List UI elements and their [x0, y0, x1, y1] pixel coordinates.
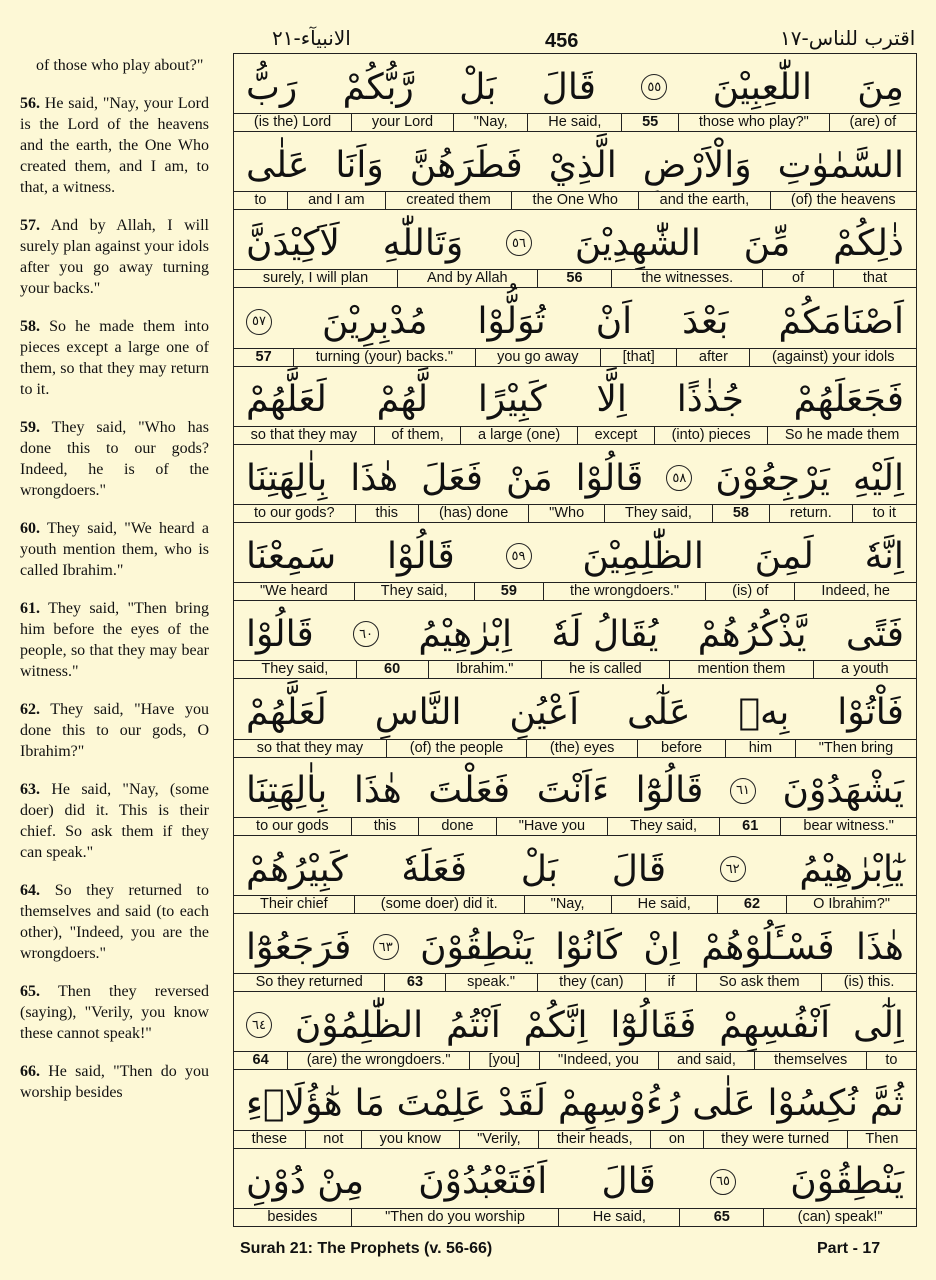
- arabic-word: عَلٰى: [692, 1083, 756, 1125]
- page-number: 456: [545, 30, 579, 52]
- arabic-word: لَقَدْ: [498, 1083, 547, 1125]
- arabic-word: نُكِسُوْا: [767, 1083, 859, 1125]
- verse-row: [234, 1071, 916, 1149]
- arabic-word: فَاْتُوْا: [837, 692, 904, 734]
- arabic-word: بِاٰلِهَتِنَا: [246, 457, 328, 499]
- arabic-word: قَالُوْٓا: [635, 770, 704, 812]
- gloss-cell: to our gods: [256, 817, 329, 834]
- verse-row: [234, 1149, 916, 1227]
- ayah-end-marker: ٦٢: [720, 856, 746, 882]
- gloss-cell: bear witness.": [780, 818, 916, 835]
- header-surah-label: الانبیآء-۲۱: [272, 26, 351, 50]
- arabic-word: لَّهُمْ: [376, 379, 429, 421]
- gloss-line: [234, 739, 916, 758]
- verse-row: [234, 601, 916, 679]
- gloss-cell: and I am: [287, 192, 385, 209]
- gloss-cell: "We heard: [260, 583, 328, 600]
- footer-part-label: Part - 17: [817, 1240, 881, 1257]
- gloss-cell: so that they may: [250, 426, 358, 443]
- gloss-cell: to: [866, 1052, 916, 1069]
- arabic-word: قَالَ: [541, 66, 597, 108]
- translation-paragraph: [20, 93, 209, 198]
- gloss-cell: a youth: [813, 661, 916, 678]
- gloss-verse-number: 59: [474, 583, 543, 600]
- arabic-word: لَاَكِيْدَنَّ: [246, 222, 340, 264]
- verse-row: [234, 132, 916, 210]
- gloss-cell: They said,: [607, 818, 719, 835]
- verse-row: [234, 210, 916, 288]
- verse-number: 58.: [20, 318, 40, 335]
- gloss-line: [234, 191, 916, 210]
- gloss-verse-number: 62: [717, 896, 786, 913]
- gloss-cell: (of) the heavens: [770, 192, 916, 209]
- gloss-cell: if: [645, 974, 696, 991]
- verse-number: 57.: [20, 217, 40, 234]
- arabic-word: فَطَرَهُنَّ: [409, 144, 523, 186]
- ayah-end-marker: ٦٠: [353, 621, 379, 647]
- arabic-word: هٰذَا: [350, 457, 399, 499]
- arabic-line: [234, 214, 916, 272]
- gloss-cell: (can) speak!": [763, 1209, 916, 1226]
- ayah-end-marker: ٥٦: [506, 230, 532, 256]
- arabic-word: مِنَ: [857, 66, 904, 108]
- arabic-line: [234, 918, 916, 976]
- gloss-cell: to our gods?: [253, 505, 335, 521]
- translation-paragraph: [20, 1061, 209, 1103]
- verse-row: [234, 289, 916, 367]
- gloss-cell: (has) done: [418, 505, 528, 522]
- gloss-cell: So ask them: [696, 974, 821, 991]
- translation-text: So he made them into pieces except a large one of them, so that they may return to it.: [20, 318, 209, 398]
- arabic-word: فَعَلْتَ: [428, 770, 511, 812]
- arabic-word: عَلِمْتَ: [396, 1083, 487, 1125]
- gloss-cell: that: [833, 270, 916, 287]
- gloss-verse-number: 58: [712, 505, 769, 522]
- gloss-cell: "Indeed, you: [539, 1052, 658, 1069]
- arabic-word: يَرْجِعُوْنَ: [715, 457, 830, 499]
- ayah-end-marker: ٥٨: [666, 465, 692, 491]
- arabic-word: هٰذَا: [856, 926, 904, 968]
- arabic-word: اِلٰٓى: [852, 1004, 904, 1046]
- arabic-word: جُذٰذًا: [676, 379, 744, 421]
- arabic-word: الظّٰلِمِيْنَ: [582, 535, 704, 577]
- arabic-word: اَنْتُمُ: [445, 1004, 501, 1046]
- gloss-line: [234, 269, 916, 288]
- arabic-word: قَالَ: [601, 1161, 656, 1203]
- arabic-word: السَّمٰوٰتِ: [777, 144, 904, 186]
- gloss-line: [234, 426, 916, 445]
- gloss-verse-number: 60: [356, 661, 428, 678]
- arabic-word: وَتَاللّٰهِ: [382, 222, 464, 264]
- gloss-verse-number: 61: [719, 818, 780, 835]
- gloss-cell: they (can): [537, 974, 646, 991]
- ayah-end-marker: ٦١: [730, 778, 756, 804]
- gloss-cell: you know: [361, 1131, 458, 1148]
- translation-text: He said, "Then do you worship besides: [20, 1063, 209, 1101]
- arabic-word: الظّٰلِمُوْنَ: [294, 1004, 424, 1046]
- gloss-verse-number: 55: [621, 114, 678, 131]
- gloss-cell: their heads,: [538, 1131, 650, 1148]
- arabic-line: [234, 527, 916, 585]
- gloss-cell: the witnesses.: [611, 270, 762, 287]
- translation-text: Then they reversed (saying), "Verily, you know these cannot speak!": [20, 983, 209, 1042]
- translation-paragraph: [20, 215, 209, 299]
- translation-text: They said, "Then bring him before the eyes of the people, so that they may bear witness.": [20, 600, 209, 680]
- verse-row: [234, 992, 916, 1070]
- gloss-cell: he is called: [541, 661, 669, 678]
- translation-text: They said, "Have you done this to our gods, O Ibrahim?": [20, 701, 209, 760]
- gloss-line: [234, 1208, 916, 1227]
- gloss-cell: and the earth,: [638, 192, 769, 209]
- gloss-cell: mention them: [669, 661, 813, 678]
- arabic-word: بَلْ: [459, 66, 497, 108]
- ayah-end-marker: ٥٧: [246, 309, 272, 335]
- gloss-line: [234, 660, 916, 679]
- arabic-word: قَالُوْا: [386, 535, 455, 577]
- gloss-cell: (are) of: [829, 114, 916, 131]
- verse-row: [234, 523, 916, 601]
- gloss-cell: (of) the people: [386, 740, 526, 757]
- gloss-line: [234, 1130, 916, 1149]
- gloss-line: [234, 113, 916, 132]
- arabic-word: هٰذَا: [353, 770, 402, 812]
- arabic-word: اَنْفُسِهِمْ: [719, 1004, 831, 1046]
- gloss-line: [234, 582, 916, 601]
- arabic-word: كَانُوْا: [555, 926, 622, 968]
- gloss-cell: [that]: [600, 349, 676, 366]
- verse-row: [234, 914, 916, 992]
- arabic-word: اَعْيُنِ: [509, 692, 580, 734]
- arabic-line: [234, 605, 916, 663]
- gloss-cell: to it: [852, 505, 916, 522]
- gloss-cell: of: [762, 270, 833, 287]
- gloss-cell: (is) of: [705, 583, 794, 600]
- arabic-word: يَنْطِقُوْنَ: [790, 1161, 904, 1203]
- arabic-line: [234, 762, 916, 820]
- gloss-line: [234, 348, 916, 367]
- gloss-cell: [you]: [469, 1052, 539, 1069]
- gloss-cell: They said,: [604, 505, 712, 522]
- gloss-cell: turning (your) backs.": [293, 349, 474, 366]
- gloss-cell: (against) your idols: [749, 349, 916, 366]
- verse-row: [234, 54, 916, 132]
- ayah-end-marker: ٦٤: [246, 1012, 272, 1038]
- arabic-word: يَّذْكُرُهُمْ: [697, 613, 807, 655]
- gloss-verse-number: 64: [252, 1052, 269, 1069]
- gloss-cell: the wrongdoers.": [543, 583, 705, 600]
- arabic-word: رُءُوْسِهِمْ: [557, 1083, 681, 1125]
- arabic-word: فَجَعَلَهُمْ: [793, 379, 904, 421]
- translation-paragraph: [20, 699, 209, 762]
- arabic-word: اِلَيْهِ: [852, 457, 904, 499]
- arabic-word: يُقَالُ لَهٗ: [551, 613, 659, 655]
- arabic-word: هٰٓؤُلَاۤءِ: [246, 1083, 343, 1125]
- gloss-cell: "Then do you worship: [351, 1209, 559, 1226]
- arabic-word: لَمِنَ: [754, 535, 814, 577]
- gloss-cell: a large (one): [460, 427, 577, 444]
- verse-number: 65.: [20, 983, 40, 1000]
- gloss-cell: They said,: [354, 583, 474, 600]
- verse-number: 64.: [20, 882, 40, 899]
- arabic-word: بِاٰلِهَتِنَا: [246, 770, 328, 812]
- gloss-cell: "Have you: [496, 818, 607, 835]
- gloss-cell: so that they may: [256, 739, 364, 756]
- arabic-word: مِنْ دُوْنِ: [246, 1161, 364, 1203]
- arabic-word: يٰٓاِبْرٰهِيْمُ: [799, 848, 904, 890]
- verse-number: 59.: [20, 419, 40, 436]
- gloss-cell: (into) pieces: [654, 427, 767, 444]
- gloss-cell: (is the) Lord: [253, 114, 332, 130]
- gloss-cell: of them,: [374, 427, 461, 444]
- arabic-word: اِنْ: [643, 926, 680, 968]
- arabic-word: يَشْهَدُوْنَ: [782, 770, 904, 812]
- translation-paragraph: [20, 981, 209, 1044]
- gloss-cell: Then: [847, 1131, 916, 1148]
- gloss-cell: done: [418, 818, 495, 835]
- header-juz-label: اقترب للناس-۱۷: [780, 26, 916, 50]
- arabic-word: تُوَلُّوْا: [477, 301, 546, 343]
- arabic-line: [234, 1075, 916, 1133]
- translation-column: [20, 55, 210, 1120]
- gloss-cell: and said,: [658, 1052, 755, 1069]
- gloss-cell: "Who: [528, 505, 604, 522]
- gloss-cell: those who play?": [678, 114, 829, 131]
- arabic-line: [234, 449, 916, 507]
- gloss-cell: (are) the wrongdoers.": [287, 1052, 469, 1069]
- arabic-word: اِنَّهٗ: [864, 535, 904, 577]
- gloss-cell: this: [355, 505, 418, 522]
- arabic-word: اللّٰعِبِيْنَ: [712, 66, 812, 108]
- arabic-word: قَالَ: [611, 848, 667, 890]
- gloss-cell: They said,: [261, 661, 329, 678]
- translation-paragraph: [20, 316, 209, 400]
- arabic-line: [234, 996, 916, 1054]
- arabic-word: فَقَالُوْٓا: [610, 1004, 697, 1046]
- gloss-line: [234, 817, 916, 836]
- arabic-word: رَبُّ: [246, 66, 298, 108]
- arabic-line: [234, 293, 916, 351]
- gloss-cell: return.: [769, 505, 852, 522]
- gloss-line: [234, 1051, 916, 1070]
- verse-row: [234, 445, 916, 523]
- gloss-cell: He said,: [527, 114, 621, 131]
- gloss-cell: not: [305, 1131, 361, 1148]
- gloss-verse-number: 56: [537, 270, 612, 287]
- arabic-word: مَنْ: [505, 457, 553, 499]
- arabic-word: مَا: [354, 1083, 385, 1125]
- ayah-end-marker: ٥٩: [506, 543, 532, 569]
- gloss-cell: they were turned: [703, 1131, 847, 1148]
- gloss-line: [234, 973, 916, 992]
- arabic-word: سَمِعْنَا: [246, 535, 337, 577]
- translation-paragraph: [20, 518, 209, 581]
- arabic-word: كَبِيْرًا: [477, 379, 547, 421]
- translation-paragraph: [20, 880, 209, 964]
- arabic-word: قَالُوْا: [575, 457, 644, 499]
- gloss-cell: to: [254, 192, 267, 209]
- gloss-cell: these: [251, 1130, 288, 1147]
- arabic-word: كَبِيْرُهُمْ: [246, 848, 348, 890]
- verse-number: 62.: [20, 701, 40, 718]
- verse-number: 63.: [20, 781, 40, 798]
- gloss-cell: (the) eyes: [526, 740, 637, 757]
- ayah-end-marker: ٦٥: [710, 1169, 736, 1195]
- arabic-line: [234, 371, 916, 429]
- gloss-verse-number: 65: [679, 1209, 763, 1226]
- arabic-word: فَرَجَعُوْٓا: [246, 926, 352, 968]
- gloss-cell: created them: [385, 192, 511, 209]
- arabic-word: وَالْاَرْضِ: [642, 144, 752, 186]
- gloss-cell: Ibrahim.": [428, 661, 541, 678]
- gloss-cell: "Nay,: [453, 114, 528, 131]
- arabic-word: اِلَّا: [596, 379, 627, 421]
- gloss-cell: (some doer) did it.: [354, 896, 524, 913]
- verse-row: [234, 758, 916, 836]
- gloss-cell: except: [577, 427, 654, 444]
- arabic-word: مُدْبِرِيْنَ: [322, 301, 428, 343]
- gloss-cell: "Nay,: [524, 896, 611, 913]
- gloss-verse-number: 63: [384, 974, 444, 991]
- arabic-line: [234, 684, 916, 742]
- arabic-word: فَسْـَٔلُوْهُمْ: [701, 926, 835, 968]
- translation-paragraph: [36, 55, 209, 76]
- verse-number: 60.: [20, 520, 40, 537]
- gloss-cell: you go away: [475, 349, 600, 366]
- gloss-cell: him: [725, 740, 795, 757]
- arabic-word: مِّنَ: [743, 222, 791, 264]
- gloss-cell: He said,: [611, 896, 717, 913]
- arabic-word: قَالُوْا: [246, 613, 314, 655]
- arabic-word: فَعَلَ: [421, 457, 483, 499]
- gloss-cell: surely, I will plan: [262, 270, 369, 287]
- gloss-verse-number: 57: [255, 348, 272, 365]
- footer-surah-title: Surah 21: The Prophets (v. 56-66): [240, 1240, 493, 1257]
- gloss-cell: So they returned: [255, 974, 363, 991]
- translation-text: And by Allah, I will surely plan against your idols after you go away turning your backs.": [20, 217, 209, 297]
- ayah-end-marker: ٥٥: [641, 74, 667, 100]
- arabic-word: فَتًى: [845, 613, 904, 655]
- arabic-word: الشّٰهِدِيْنَ: [574, 222, 701, 264]
- verse-number: 56.: [20, 95, 40, 112]
- translation-paragraph: [20, 779, 209, 863]
- gloss-cell: He said,: [558, 1209, 679, 1226]
- arabic-word: اَنْ: [595, 301, 633, 343]
- arabic-word: رَّبُّكُمْ: [342, 66, 414, 108]
- gloss-cell: "Then bring: [795, 740, 916, 757]
- arabic-word: لَعَلَّهُمْ: [246, 379, 327, 421]
- gloss-line: [234, 895, 916, 914]
- arabic-word: ءَاَنْتَ: [536, 770, 610, 812]
- gloss-cell: And by Allah: [397, 270, 536, 287]
- gloss-cell: "Verily,: [459, 1131, 539, 1148]
- arabic-word: بَعْدَ: [682, 301, 729, 343]
- gloss-cell: O Ibrahim?": [786, 896, 916, 913]
- arabic-word: بِهٖ: [738, 692, 790, 734]
- translation-text: So they returned to themselves and said (to each other), "Indeed, you are the wrongdoers.": [20, 882, 209, 962]
- gloss-cell: Their chief: [259, 896, 328, 912]
- gloss-line: [234, 504, 916, 523]
- arabic-word: اِنَّكُمْ: [523, 1004, 588, 1046]
- gloss-cell: speak.": [445, 974, 537, 991]
- gloss-cell: themselves: [754, 1052, 865, 1069]
- word-by-word-grid: [233, 53, 917, 1227]
- arabic-line: [234, 840, 916, 898]
- gloss-cell: your Lord: [351, 114, 453, 131]
- gloss-cell: besides: [267, 1208, 318, 1225]
- verse-number: 66.: [20, 1063, 40, 1080]
- arabic-word: عَلٰى: [246, 144, 310, 186]
- gloss-cell: this: [351, 818, 419, 835]
- arabic-line: [234, 58, 916, 116]
- translation-text: They said, "We heard a youth mention them, who is called Ibrahim.": [20, 520, 210, 579]
- arabic-word: لَعَلَّهُمْ: [246, 692, 327, 734]
- verse-row: [234, 367, 916, 445]
- arabic-line: [234, 1153, 916, 1211]
- arabic-word: عَلٰٓى: [627, 692, 691, 734]
- arabic-word: النَّاسِ: [374, 692, 462, 734]
- gloss-cell: after: [676, 349, 749, 366]
- arabic-word: اِبْرٰهِيْمُ: [418, 613, 513, 655]
- verse-row: [234, 836, 916, 914]
- gloss-cell: So he made them: [767, 427, 916, 444]
- arabic-word: اَصْنَامَكُمْ: [778, 301, 904, 343]
- gloss-cell: the One Who: [511, 192, 638, 209]
- verse-number: 61.: [20, 600, 40, 617]
- translation-text: They said, "Who has done this to our gods? Indeed, he is of the wrongdoers.": [20, 419, 210, 499]
- arabic-word: وَاَنَا: [335, 144, 384, 186]
- gloss-cell: (is) this.: [821, 974, 916, 991]
- arabic-word: بَلْ: [520, 848, 559, 890]
- verse-row: [234, 680, 916, 758]
- gloss-cell: Indeed, he: [794, 583, 916, 600]
- arabic-word: يَنْطِقُوْنَ: [420, 926, 534, 968]
- gloss-cell: before: [637, 740, 725, 757]
- arabic-word: ذٰلِكُمْ: [833, 222, 904, 264]
- translation-paragraph: [20, 598, 209, 682]
- translation-text: of those who play about?": [36, 57, 204, 74]
- ayah-end-marker: ٦٣: [373, 934, 399, 960]
- arabic-word: ثُمَّ: [869, 1083, 904, 1125]
- translation-text: He said, "Nay, (some doer) did it. This is their chief. So ask them if they can speak.": [20, 781, 209, 861]
- arabic-word: الَّذِيْ: [548, 144, 617, 186]
- gloss-cell: on: [650, 1131, 702, 1148]
- translation-paragraph: [20, 417, 209, 501]
- arabic-line: [234, 136, 916, 194]
- translation-text: He said, "Nay, your Lord is the Lord of the heavens and the earth, the One Who created them, and I am, to that, a witness.: [20, 95, 209, 196]
- arabic-word: اَفَتَعْبُدُوْنَ: [418, 1161, 548, 1203]
- arabic-word: فَعَلَهٗ: [401, 848, 468, 890]
